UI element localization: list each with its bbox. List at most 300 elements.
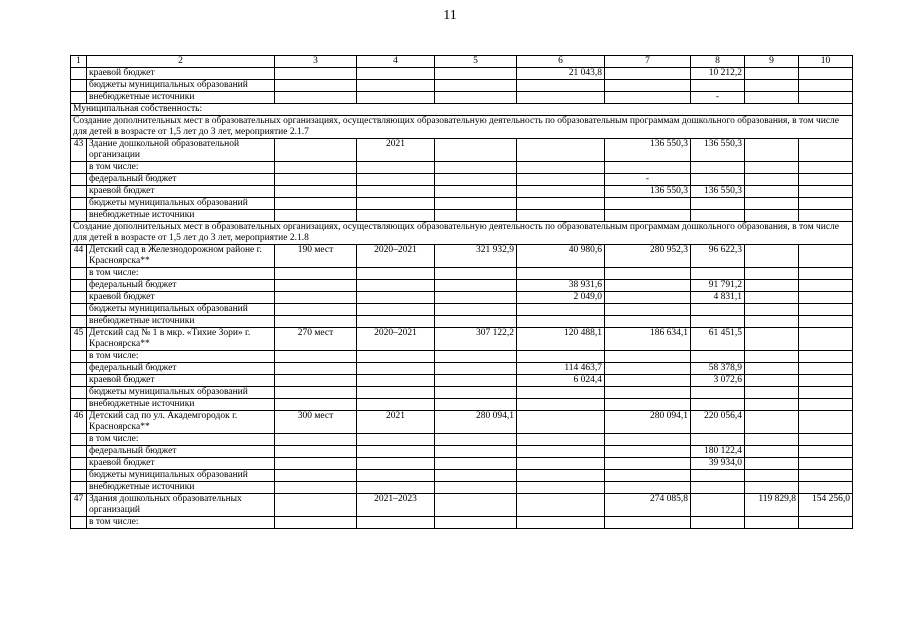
table-cell-col-10 (799, 174, 853, 186)
header-col-8: 8 (691, 56, 745, 68)
table-cell-col-3 (275, 280, 357, 292)
table-cell-col-6 (517, 351, 605, 363)
table-cell-col-5: 307 122,2 (435, 328, 517, 351)
table-cell-col-5 (435, 198, 517, 210)
table-cell-col-7: 136 550,3 (605, 139, 691, 162)
table-row (71, 434, 853, 446)
table-cell-col-4 (357, 434, 435, 446)
table-cell-col-8: 10 212,2 (691, 68, 745, 80)
table-cell-col-10 (799, 434, 853, 446)
table-cell-col-9 (745, 328, 799, 351)
table-cell-col-8 (691, 399, 745, 411)
table-cell-col-9 (745, 387, 799, 399)
table-row (71, 494, 853, 517)
table-cell-col-3: 300 мест (275, 411, 357, 434)
table-cell-col-10 (799, 399, 853, 411)
table-cell-col-6: 2 049,0 (517, 292, 605, 304)
table-row (71, 411, 853, 434)
table-row (71, 316, 853, 328)
table-cell-col-6: 6 024,4 (517, 375, 605, 387)
table-cell-col-8: 220 056,4 (691, 411, 745, 434)
table-cell-col-9 (745, 186, 799, 198)
table-cell-col-5 (435, 80, 517, 92)
table-cell-col-9 (745, 517, 799, 529)
table-cell-col-1: 45 (71, 328, 87, 351)
table-cell-col-2: внебюджетные источники (87, 210, 275, 222)
table-cell-col-6 (517, 482, 605, 494)
table-cell-col-1 (71, 316, 87, 328)
table-cell-col-6 (517, 458, 605, 470)
table-cell-col-10 (799, 363, 853, 375)
table-cell-col-9 (745, 316, 799, 328)
table-cell-col-7 (605, 92, 691, 104)
table-cell-col-9 (745, 174, 799, 186)
table-cell-col-9 (745, 245, 799, 268)
table-cell-col-1 (71, 470, 87, 482)
table-cell-col-7 (605, 375, 691, 387)
table-cell-col-9 (745, 411, 799, 434)
table-cell-col-7 (605, 351, 691, 363)
table-cell-col-4 (357, 92, 435, 104)
table-cell-col-2: краевой бюджет (87, 375, 275, 387)
table-cell-col-7: 274 085,8 (605, 494, 691, 517)
table-cell-col-10 (799, 446, 853, 458)
section-heading-row (71, 104, 853, 116)
table-row (71, 304, 853, 316)
table-cell-col-3 (275, 139, 357, 162)
table-cell-col-5: 321 932,9 (435, 245, 517, 268)
section-heading-row (71, 222, 853, 245)
table-cell-col-10 (799, 387, 853, 399)
table-cell-col-1 (71, 80, 87, 92)
table-cell-col-6 (517, 186, 605, 198)
table-cell-col-5 (435, 304, 517, 316)
table-cell-col-3 (275, 316, 357, 328)
table-cell-col-4 (357, 162, 435, 174)
table-cell-col-2: федеральный бюджет (87, 363, 275, 375)
table-cell-col-9 (745, 458, 799, 470)
table-cell-col-5 (435, 482, 517, 494)
table-cell-col-7 (605, 292, 691, 304)
table-row (71, 92, 853, 104)
table-cell-col-4 (357, 268, 435, 280)
table-row (71, 268, 853, 280)
table-cell-col-3 (275, 80, 357, 92)
table-cell-col-4 (357, 198, 435, 210)
table-cell-col-7 (605, 399, 691, 411)
table-cell-col-7 (605, 210, 691, 222)
table-cell-col-10 (799, 186, 853, 198)
table-cell-col-1 (71, 434, 87, 446)
table-cell-col-4 (357, 446, 435, 458)
table-cell-col-6: 38 931,6 (517, 280, 605, 292)
table-cell-col-10 (799, 68, 853, 80)
table-cell-col-7 (605, 482, 691, 494)
table-cell-col-3 (275, 268, 357, 280)
table-cell-col-8: 39 934,0 (691, 458, 745, 470)
table-cell-col-5 (435, 363, 517, 375)
table-cell-col-5 (435, 494, 517, 517)
table-cell-col-10 (799, 411, 853, 434)
table-cell-col-2: бюджеты муниципальных образований (87, 387, 275, 399)
table-cell-col-4 (357, 482, 435, 494)
page-number: 11 (443, 8, 457, 23)
table-cell-col-1 (71, 268, 87, 280)
table-cell-col-8: 180 122,4 (691, 446, 745, 458)
table-row (71, 174, 853, 186)
table-row (71, 68, 853, 80)
table-cell-col-8: 3 072,6 (691, 375, 745, 387)
table-cell-col-3 (275, 292, 357, 304)
table-row (71, 245, 853, 268)
table-cell-col-5: 280 094,1 (435, 411, 517, 434)
table-cell-col-5 (435, 139, 517, 162)
table-cell-col-8: 58 378,9 (691, 363, 745, 375)
table-cell-col-9 (745, 68, 799, 80)
table-cell-col-7 (605, 387, 691, 399)
table-cell-col-1 (71, 482, 87, 494)
table-cell-col-7 (605, 68, 691, 80)
table-cell-col-3 (275, 434, 357, 446)
table-cell-col-8 (691, 470, 745, 482)
table-cell-col-3 (275, 482, 357, 494)
table-cell-col-1: 43 (71, 139, 87, 162)
table-cell-col-10 (799, 517, 853, 529)
table-cell-col-4 (357, 80, 435, 92)
table-cell-col-2: в том числе: (87, 162, 275, 174)
table-cell-col-1: 46 (71, 411, 87, 434)
header-col-4: 4 (357, 56, 435, 68)
table-cell-col-9 (745, 80, 799, 92)
table-cell-col-10 (799, 470, 853, 482)
table-cell-col-7 (605, 80, 691, 92)
table-cell-col-8: 61 451,5 (691, 328, 745, 351)
header-col-9: 9 (745, 56, 799, 68)
table-cell-col-8 (691, 316, 745, 328)
table-row (71, 351, 853, 363)
column-number-header-row (71, 56, 853, 68)
table-cell-col-10 (799, 80, 853, 92)
section-heading: Муниципальная собственность: (71, 104, 853, 116)
table-cell-col-1 (71, 92, 87, 104)
table-cell-col-8 (691, 304, 745, 316)
table-row (71, 517, 853, 529)
table-cell-col-1 (71, 304, 87, 316)
table-cell-col-2: Детский сад по ул. Академгородок г. Красноярска** (87, 411, 275, 434)
table-cell-col-9 (745, 351, 799, 363)
table-row (71, 186, 853, 198)
table-cell-col-3: 190 мест (275, 245, 357, 268)
table-cell-col-6 (517, 434, 605, 446)
table-cell-col-3 (275, 351, 357, 363)
table-cell-col-2: в том числе: (87, 434, 275, 446)
table-cell-col-6 (517, 210, 605, 222)
table-cell-col-5 (435, 174, 517, 186)
table-cell-col-2: Детский сад в Железнодорожном районе г. Красноярска** (87, 245, 275, 268)
table-row (71, 80, 853, 92)
table-cell-col-8: 136 550,3 (691, 139, 745, 162)
table-cell-col-6 (517, 411, 605, 434)
table-row (71, 139, 853, 162)
table-cell-col-3 (275, 210, 357, 222)
table-cell-col-5 (435, 458, 517, 470)
table-row (71, 482, 853, 494)
table-cell-col-6 (517, 470, 605, 482)
table-cell-col-2: внебюджетные источники (87, 399, 275, 411)
table-cell-col-3 (275, 458, 357, 470)
table-cell-col-4 (357, 387, 435, 399)
header-col-2: 2 (87, 56, 275, 68)
table-cell-col-8 (691, 174, 745, 186)
table-cell-col-3 (275, 399, 357, 411)
table-row (71, 387, 853, 399)
table-cell-col-1 (71, 198, 87, 210)
table-cell-col-7 (605, 434, 691, 446)
table-cell-col-3 (275, 387, 357, 399)
table-cell-col-8 (691, 434, 745, 446)
table-cell-col-4 (357, 210, 435, 222)
table-cell-col-2: краевой бюджет (87, 292, 275, 304)
table-cell-col-5 (435, 399, 517, 411)
table-cell-col-8: 4 831,1 (691, 292, 745, 304)
table-cell-col-10 (799, 198, 853, 210)
table-cell-col-9 (745, 446, 799, 458)
table-cell-col-4 (357, 304, 435, 316)
table-cell-col-3 (275, 470, 357, 482)
table-cell-col-1 (71, 210, 87, 222)
table-cell-col-2: бюджеты муниципальных образований (87, 198, 275, 210)
table-row (71, 280, 853, 292)
table-cell-col-4 (357, 517, 435, 529)
table-cell-col-1 (71, 375, 87, 387)
table-cell-col-2: бюджеты муниципальных образований (87, 304, 275, 316)
table-cell-col-7 (605, 458, 691, 470)
table-cell-col-4 (357, 399, 435, 411)
table-cell-col-10 (799, 280, 853, 292)
table-cell-col-3 (275, 92, 357, 104)
table-cell-col-6 (517, 517, 605, 529)
table-cell-col-8: 91 791,2 (691, 280, 745, 292)
table-cell-col-10 (799, 292, 853, 304)
table-cell-col-9 (745, 210, 799, 222)
table-cell-col-6 (517, 139, 605, 162)
table-cell-col-8 (691, 162, 745, 174)
table-cell-col-5 (435, 375, 517, 387)
table-cell-col-1 (71, 458, 87, 470)
table-cell-col-1 (71, 363, 87, 375)
table-row (71, 210, 853, 222)
table-cell-col-10: 154 256,0 (799, 494, 853, 517)
table-cell-col-6 (517, 387, 605, 399)
table-cell-col-1 (71, 162, 87, 174)
table-cell-col-3 (275, 304, 357, 316)
table-cell-col-3 (275, 162, 357, 174)
table-cell-col-10 (799, 482, 853, 494)
table-cell-col-7 (605, 198, 691, 210)
table-cell-col-9 (745, 434, 799, 446)
table-cell-col-3 (275, 198, 357, 210)
table-cell-col-10 (799, 268, 853, 280)
table-cell-col-5 (435, 268, 517, 280)
table-cell-col-3: 270 мест (275, 328, 357, 351)
table-row (71, 458, 853, 470)
table-cell-col-8 (691, 482, 745, 494)
table-cell-col-4 (357, 186, 435, 198)
table-cell-col-10 (799, 375, 853, 387)
section-heading: Создание дополнительных мест в образовательных организациях, осуществляющих образовательную деятельность по образовательным программам дошкольного образования, в том числе для детей в возрасте от 1,5 лет до 3 лет, мероприятие 2.1.7 (71, 116, 853, 139)
table-cell-col-8 (691, 387, 745, 399)
table-cell-col-3 (275, 517, 357, 529)
table-cell-col-4 (357, 351, 435, 363)
table-cell-col-10 (799, 351, 853, 363)
table-cell-col-3 (275, 68, 357, 80)
table-cell-col-9 (745, 198, 799, 210)
table-cell-col-7 (605, 304, 691, 316)
table-cell-col-9 (745, 280, 799, 292)
table-cell-col-6 (517, 198, 605, 210)
table-cell-col-9 (745, 162, 799, 174)
table-cell-col-6 (517, 268, 605, 280)
table-cell-col-4: 2021 (357, 411, 435, 434)
table-cell-col-6 (517, 304, 605, 316)
table-cell-col-1 (71, 399, 87, 411)
table-cell-col-6: 40 980,6 (517, 245, 605, 268)
table-cell-col-4 (357, 363, 435, 375)
table-cell-col-8 (691, 517, 745, 529)
table-cell-col-7 (605, 517, 691, 529)
header-col-3: 3 (275, 56, 357, 68)
table-cell-col-6 (517, 174, 605, 186)
table-cell-col-9 (745, 268, 799, 280)
table-cell-col-5 (435, 292, 517, 304)
section-heading-row (71, 116, 853, 139)
table-cell-col-8 (691, 210, 745, 222)
table-cell-col-1 (71, 351, 87, 363)
header-col-1: 1 (71, 56, 87, 68)
table-row (71, 198, 853, 210)
table-cell-col-9 (745, 470, 799, 482)
table-row (71, 328, 853, 351)
table-cell-col-9 (745, 304, 799, 316)
table-cell-col-10 (799, 92, 853, 104)
table-cell-col-7 (605, 470, 691, 482)
table-cell-col-1 (71, 517, 87, 529)
table-cell-col-10 (799, 316, 853, 328)
table-cell-col-10 (799, 210, 853, 222)
table-cell-col-7 (605, 363, 691, 375)
table-cell-col-4: 2020–2021 (357, 328, 435, 351)
table-cell-col-8 (691, 351, 745, 363)
table-cell-col-6 (517, 399, 605, 411)
table-row (71, 375, 853, 387)
table-cell-col-4 (357, 292, 435, 304)
table-cell-col-2: бюджеты муниципальных образований (87, 80, 275, 92)
table-cell-col-1 (71, 186, 87, 198)
table-row (71, 292, 853, 304)
table-cell-col-7 (605, 162, 691, 174)
table-cell-col-8 (691, 198, 745, 210)
table-cell-col-8: - (691, 92, 745, 104)
table-cell-col-8: 136 550,3 (691, 186, 745, 198)
table-cell-col-1 (71, 280, 87, 292)
table-cell-col-2: федеральный бюджет (87, 446, 275, 458)
table-cell-col-7 (605, 280, 691, 292)
table-cell-col-9 (745, 482, 799, 494)
table-cell-col-5 (435, 434, 517, 446)
table-cell-col-6 (517, 446, 605, 458)
table-cell-col-9 (745, 375, 799, 387)
table-cell-col-4 (357, 280, 435, 292)
table-cell-col-2: бюджеты муниципальных образований (87, 470, 275, 482)
table-cell-col-9 (745, 363, 799, 375)
table-cell-col-2: в том числе: (87, 517, 275, 529)
table-cell-col-4 (357, 316, 435, 328)
table-cell-col-2: федеральный бюджет (87, 280, 275, 292)
table-cell-col-2: федеральный бюджет (87, 174, 275, 186)
table-cell-col-2: Здания дошкольных образовательных организаций (87, 494, 275, 517)
table-cell-col-4 (357, 68, 435, 80)
table-cell-col-1: 44 (71, 245, 87, 268)
table-cell-col-5 (435, 68, 517, 80)
table-cell-col-9 (745, 399, 799, 411)
table-cell-col-4: 2021–2023 (357, 494, 435, 517)
table-cell-col-5 (435, 351, 517, 363)
table-cell-col-1 (71, 446, 87, 458)
table-cell-col-1: 47 (71, 494, 87, 517)
table-cell-col-3 (275, 494, 357, 517)
table-row (71, 363, 853, 375)
table-row (71, 470, 853, 482)
table-cell-col-4: 2020–2021 (357, 245, 435, 268)
table-cell-col-10 (799, 458, 853, 470)
table-cell-col-2: внебюджетные источники (87, 482, 275, 494)
table-cell-col-5 (435, 387, 517, 399)
table-cell-col-2: в том числе: (87, 268, 275, 280)
table-cell-col-2: внебюджетные источники (87, 316, 275, 328)
table-cell-col-5 (435, 446, 517, 458)
table-cell-col-9: 119 829,8 (745, 494, 799, 517)
table-cell-col-6 (517, 80, 605, 92)
budget-table (70, 55, 853, 529)
table-cell-col-2: краевой бюджет (87, 68, 275, 80)
table-cell-col-2: краевой бюджет (87, 458, 275, 470)
table-cell-col-3 (275, 186, 357, 198)
table-cell-col-1 (71, 174, 87, 186)
table-cell-col-2: Детский сад № 1 в мкр. «Тихие Зори» г. Красноярска** (87, 328, 275, 351)
table-cell-col-6: 21 043,8 (517, 68, 605, 80)
table-cell-col-10 (799, 328, 853, 351)
table-cell-col-7: 186 634,1 (605, 328, 691, 351)
table-cell-col-10 (799, 304, 853, 316)
table-cell-col-10 (799, 162, 853, 174)
table-cell-col-5 (435, 517, 517, 529)
table-cell-col-2: внебюджетные источники (87, 92, 275, 104)
table-cell-col-6 (517, 494, 605, 517)
table-cell-col-1 (71, 292, 87, 304)
table-cell-col-5 (435, 316, 517, 328)
table-cell-col-4 (357, 470, 435, 482)
table-cell-col-8: 96 622,3 (691, 245, 745, 268)
table-cell-col-5 (435, 92, 517, 104)
table-cell-col-2: Здание дошкольной образовательной организации (87, 139, 275, 162)
table-cell-col-4 (357, 375, 435, 387)
table-cell-col-5 (435, 280, 517, 292)
table-cell-col-6 (517, 162, 605, 174)
section-heading: Создание дополнительных мест в образовательных организациях, осуществляющих образовательную деятельность по образовательным программам дошкольного образования, в том числе для детей в возрасте от 1,5 лет до 3 лет, мероприятие 2.1.8 (71, 222, 853, 245)
table-cell-col-6 (517, 92, 605, 104)
table-cell-col-8 (691, 80, 745, 92)
table-cell-col-2: в том числе: (87, 351, 275, 363)
